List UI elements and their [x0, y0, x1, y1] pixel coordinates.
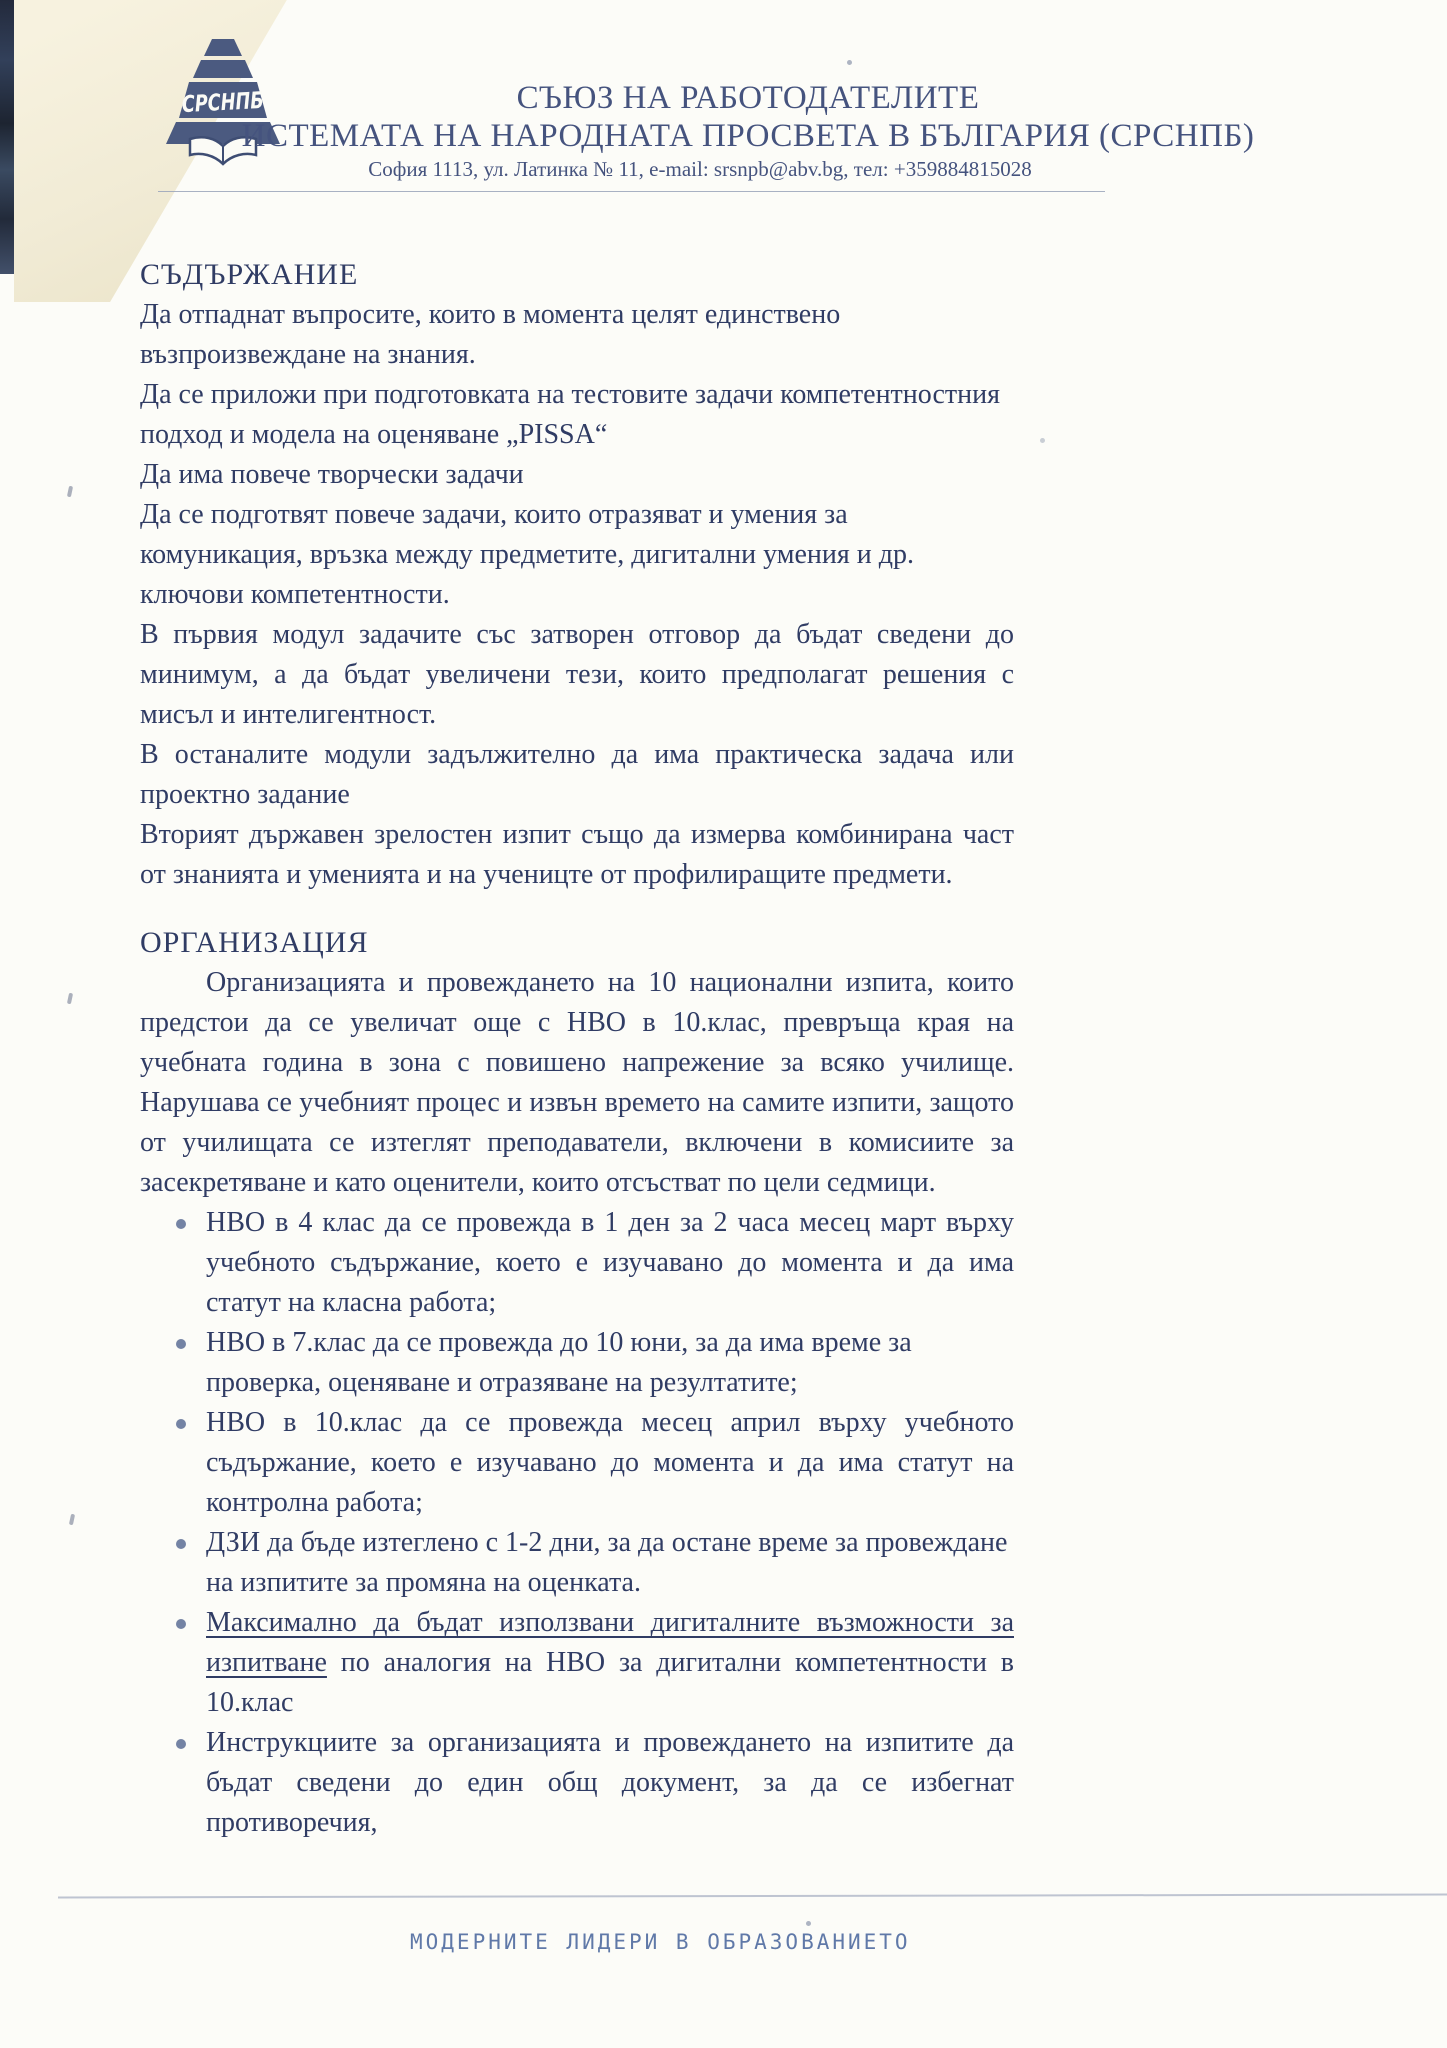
list-item-text: НВО в 4 клас да се провежда в 1 ден за 2 часа месец март върху учебното съдържание, което е изучавано до момента и да има статут на класна работа; [206, 1207, 1014, 1318]
paragraph: Да отпаднат въпросите, които в момента целят единствено възпроизвеждане на знания. [140, 299, 841, 370]
paragraph: Вторият държавен зрелостен изпит също да измерва комбинирана част от знанията и уменията и на ученицте от профилиращите предмети. [140, 819, 1014, 890]
section-title-sadarzhanie: СЪДЪРЖАНИЕ [140, 258, 359, 291]
list-item-text: Инструкциите за организацията и провеждането на изпитите да бъдат сведени до един общ документ, за да се избегнат противоречия, [206, 1727, 1014, 1838]
underlined-text: Максимално да бъдат използвани дигиталните възможности за изпитване [206, 1607, 1014, 1678]
paragraph: В останалите модули задължително да има практическа задача или проектно задание [140, 739, 1014, 810]
list-item-text: ДЗИ да бъде изтеглено с 1-2 дни, за да остане време за провеждане на изпитите за промяна на оценката. [206, 1527, 1008, 1598]
scan-mark [69, 1514, 75, 1526]
header-divider [158, 191, 1105, 192]
paragraph-intro: Организацията и провеждането на 10 национални изпита, които предстои да се увеличат още с НВО в 10.клас, превръща края на учебната година в зона с повишено напрежение за всяко училище. Нарушава се учебният процес и извън времето на самите изпити, защото от училищата се изтеглят преподаватели, включени в комисиите за засекретяване и като оценители, които отсъстват по цели седмици. [140, 967, 1014, 1198]
org-name-line2: ИСТЕМАТА НА НАРОДНАТА ПРОСВЕТА В БЪЛГАРИЯ (СРСНПБ) [241, 118, 1255, 154]
paragraph: Да има повече творчески задачи [140, 459, 524, 490]
scan-speck [847, 60, 852, 65]
paragraph: Да се приложи при подготовката на тестовите задачи компетентностния подход и модела на оценяване „PISSA“ [140, 379, 1000, 450]
list-item [140, 1603, 1014, 1723]
list-item-text: НВО в 7.клас да се провежда до 10 юни, за да има време за проверка, оценяване и отразяване на резултатите; [206, 1327, 912, 1398]
scan-mark [67, 993, 73, 1005]
footer-divider [58, 1894, 1447, 1899]
list-item [140, 1203, 1014, 1323]
paragraph: В първия модул задачите със затворен отговор да бъдат сведени до минимум, а да бъдат увеличени тези, които предполагат решения с мисъл и интелигентност. [140, 619, 1014, 730]
footer-motto: МОДЕРНИТЕ ЛИДЕРИ В ОБРАЗОВАНИЕТО [410, 1930, 911, 1954]
contact-line: София 1113, ул. Латинка № 11, e-mail: srsnpb@abv.bg, тел: +359884815028 [368, 157, 1032, 181]
logo-acronym: СРСНПБ [181, 86, 290, 119]
section-title-organizacia: ОРГАНИЗАЦИЯ [140, 926, 369, 959]
org-name-line1: СЪЮЗ НА РАБОТОДАТЕЛИТЕ [516, 80, 980, 116]
bullet-list [140, 1203, 1014, 1843]
list-item [140, 1723, 1014, 1843]
list-item [140, 1523, 1014, 1603]
scan-speck [1040, 438, 1045, 443]
paragraph: Да се подготвят повече задачи, които отразяват и умения за комуникация, връзка между предметите, дигитални умения и др. ключови компетентности. [140, 499, 914, 610]
scan-mark [67, 486, 73, 498]
list-item-text: по аналогия на НВО за дигитални компетентности в 10.клас [206, 1647, 1014, 1718]
document-body [140, 255, 1014, 1843]
list-item [140, 1323, 1014, 1403]
scan-speck [806, 1921, 811, 1926]
list-item [140, 1403, 1014, 1523]
list-item-text: НВО в 10.клас да се провежда месец април върху учебното съдържание, което е изучавано до момента и да има статут на контролна работа; [206, 1407, 1014, 1518]
scanner-edge-artifact [0, 0, 16, 274]
